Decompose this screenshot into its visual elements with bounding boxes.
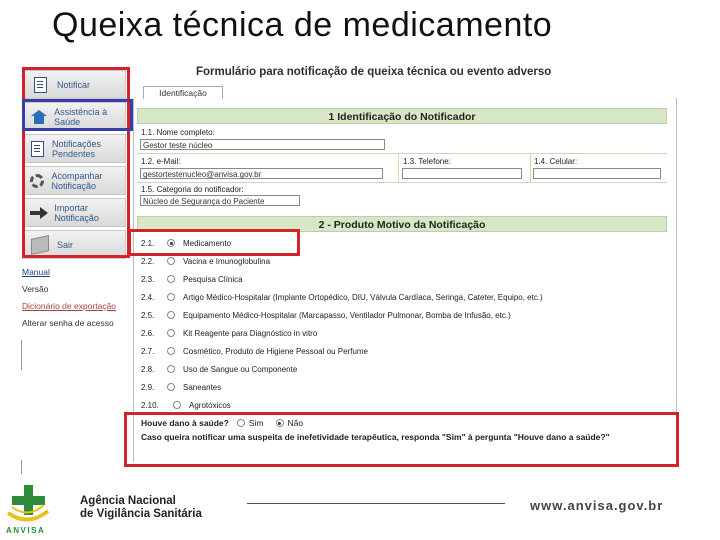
acompanhar-notificacao-label: Acompanhar Notificação [51, 170, 103, 191]
divider [398, 154, 399, 182]
radio-agrotoxicos[interactable] [173, 401, 181, 409]
nome-label: 1.1. Nome completo: [141, 128, 215, 137]
section2-header: 2 - Produto Motivo da Notificação [137, 216, 667, 232]
option-label: Equipamento Médico-Hospitalar (Marcapasso, Ventilador Pulmonar, Bomba de Infusão, etc.) [183, 310, 511, 320]
option-label: Saneantes [183, 382, 222, 392]
left-border [21, 460, 22, 474]
slide-title: Queixa técnica de medicamento [52, 6, 553, 44]
telefone-label: 1.3. Telefone: [403, 157, 451, 166]
dano-question: Houve dano à saúde? [141, 418, 229, 428]
highlight-notificar [22, 67, 130, 258]
dano-sim-label: Sim [248, 418, 264, 428]
option-number: 2.4. [141, 292, 155, 302]
dicionario-exportacao-link[interactable]: Dicionário de exportação [22, 301, 117, 311]
radio-sangue[interactable] [167, 365, 175, 373]
notificar-label: Notificar [57, 79, 91, 90]
option-label: Vacina e Imunoglobulina [183, 256, 271, 266]
radio-saneantes[interactable] [167, 383, 175, 391]
highlight-assistencia [22, 99, 133, 131]
radio-equipamento[interactable] [167, 311, 175, 319]
suspeita-text: Caso queira notificar uma suspeita de inefetividade terapêutica, responda "Sim" à pergunta "Houve dano a saúde?" [141, 432, 610, 442]
assistencia-saude-label: Assistência à Saúde [54, 106, 108, 127]
celular-input[interactable] [533, 168, 661, 179]
footer-divider [247, 503, 505, 504]
highlight-medicamento [128, 229, 300, 256]
sidebar-links [22, 267, 126, 328]
nome-input[interactable]: Gestor teste núcleo [140, 139, 385, 150]
option-row[interactable] [141, 273, 243, 285]
divider [530, 154, 531, 182]
celular-label: 1.4. Celular: [534, 157, 578, 166]
categoria-select[interactable]: Núcleo de Segurança do Paciente [140, 195, 300, 206]
option-label: Artigo Médico-Hospitalar (Implante Ortopédico, DIU, Válvula Cardíaca, Seringa, Cateter, Equipo, etc.) [183, 292, 543, 302]
radio-vacina[interactable] [167, 257, 175, 265]
option-row[interactable] [141, 345, 368, 357]
divider [137, 182, 667, 183]
versao-link[interactable]: Versão [22, 284, 49, 294]
notificacoes-pendentes-label: Notificações Pendentes [51, 138, 102, 159]
email-input[interactable]: gestortestenucleo@anvisa.gov.br [140, 168, 383, 179]
option-row[interactable] [141, 381, 221, 393]
radio-artigo-medico[interactable] [167, 293, 175, 301]
sair-label: Sair [57, 239, 74, 250]
option-row[interactable] [141, 255, 270, 267]
divider [137, 153, 667, 154]
svg-text:ANVISA: ANVISA [6, 526, 46, 535]
option-row[interactable] [141, 309, 511, 321]
form-title: Formulário para notificação de queixa técnica ou evento adverso [196, 66, 552, 78]
option-number: 2.6. [141, 328, 155, 338]
anvisa-logo [4, 483, 62, 535]
option-label: Cosmético, Produto de Higiene Pessoal ou Perfume [183, 346, 368, 356]
radio-pesquisa-clinica[interactable] [167, 275, 175, 283]
agency-line2: de Vigilância Sanitária [80, 508, 202, 520]
option-label: Medicamento [183, 238, 232, 248]
option-number: 2.2. [141, 256, 155, 266]
email-label: 1.2. e-Mail: [141, 157, 181, 166]
option-number: 2.7. [141, 346, 155, 356]
manual-link[interactable]: Manual [22, 267, 50, 277]
option-number: 2.10. [141, 400, 159, 410]
option-row[interactable] [141, 399, 231, 411]
option-number: 2.9. [141, 382, 155, 392]
option-label: Agrotóxicos [189, 400, 231, 410]
option-row[interactable] [141, 291, 543, 303]
alterar-senha-link[interactable]: Alterar senha de acesso [22, 318, 114, 328]
agency-line1: Agência Nacional [80, 495, 176, 507]
radio-kit-reagente[interactable] [167, 329, 175, 337]
option-label: Pesquisa Clínica [183, 274, 243, 284]
radio-cosmetico[interactable] [167, 347, 175, 355]
option-number: 2.1. [141, 238, 155, 248]
section1-header: 1 Identificação do Notificador [137, 108, 667, 124]
dano-nao-label: Não [287, 418, 304, 428]
option-number: 2.3. [141, 274, 155, 284]
importar-notificacao-label: Importar Notificação [54, 202, 99, 223]
option-label: Uso de Sangue ou Componente [183, 364, 298, 374]
highlight-dano [124, 412, 679, 467]
website-text: www.anvisa.gov.br [530, 498, 664, 513]
option-row[interactable] [141, 327, 317, 339]
option-number: 2.8. [141, 364, 155, 374]
telefone-input[interactable] [402, 168, 522, 179]
option-number: 2.5. [141, 310, 155, 320]
left-border [21, 340, 22, 370]
option-row[interactable] [141, 363, 297, 375]
categoria-label: 1.5. Categoria do notificador: [141, 185, 244, 194]
option-label: Kit Reagente para Diagnóstico in vitro [183, 328, 318, 338]
tab-identificacao[interactable]: Identificação [143, 86, 223, 99]
agency-name [80, 495, 202, 521]
